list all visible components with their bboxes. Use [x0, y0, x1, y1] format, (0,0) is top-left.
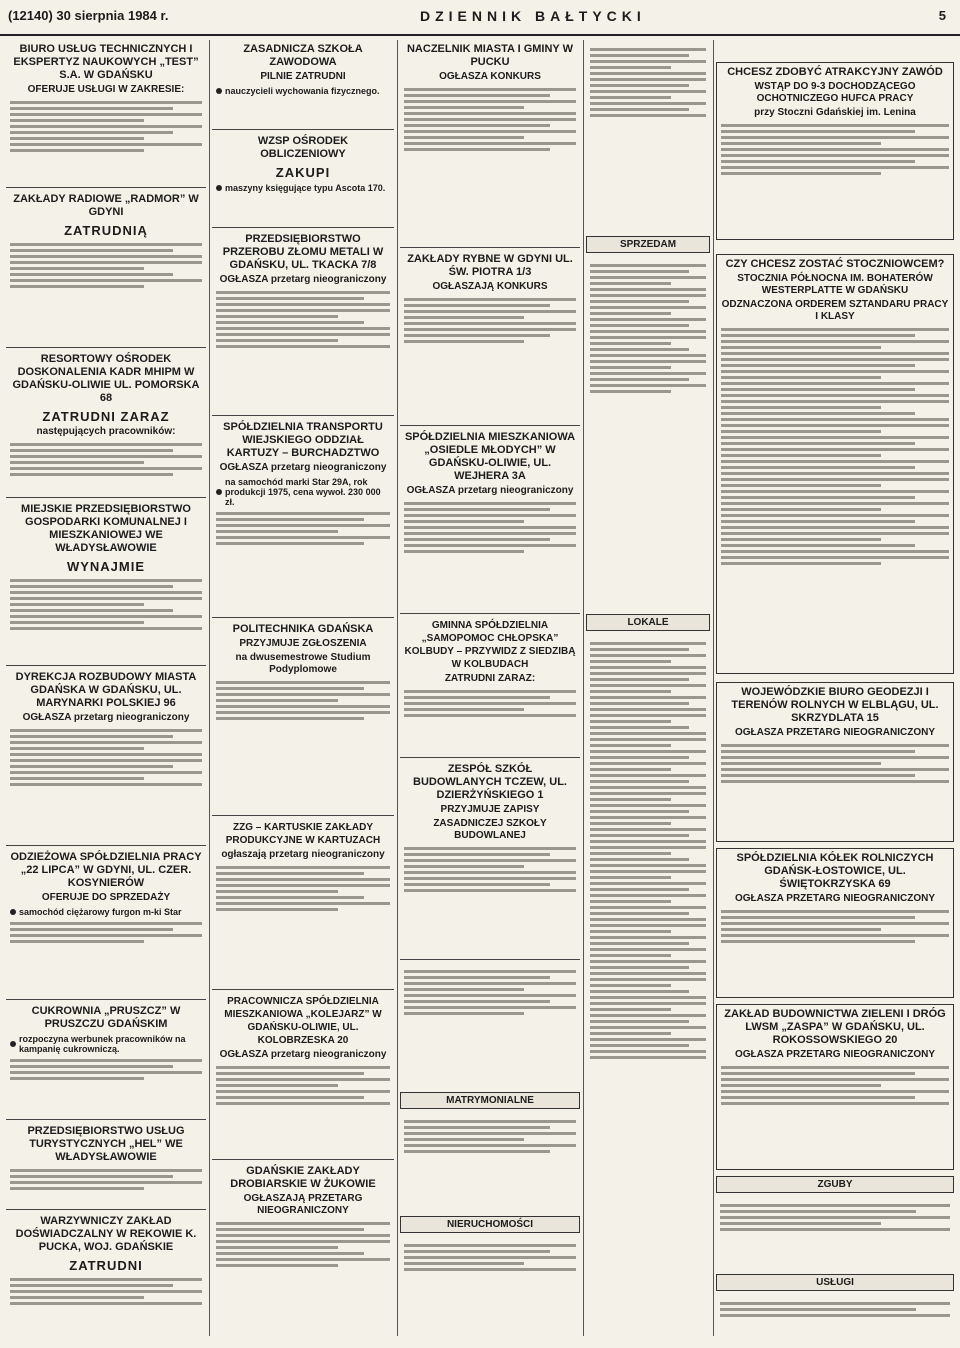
ad-heading: POLITECHNIKA GDAŃSKA	[232, 623, 374, 635]
ad-body	[720, 1204, 950, 1231]
ad-body	[10, 1169, 202, 1190]
ad-subheading: OGŁASZAJĄ PRZETARG NIEOGRANICZONY	[243, 1193, 363, 1216]
ad-body	[10, 1278, 202, 1305]
ad-22-lipca	[6, 848, 206, 1000]
classified-header-matrymonialne: MATRYMONIALNE	[400, 1092, 580, 1109]
ad-body	[721, 1066, 949, 1105]
ad-bullet: samochód ciężarowy furgon m-ki Star	[19, 907, 182, 917]
ad-stw	[212, 418, 394, 618]
ad-zaklady-rybne	[400, 250, 580, 426]
ad-stocznia-polnocna	[716, 254, 954, 674]
classified-header-zguby: ZGUBY	[716, 1176, 954, 1193]
ad-politechnika	[212, 620, 394, 816]
ad-body	[404, 970, 576, 1015]
ad-bullet: na samochód marki Star 29A, rok produkcji 1975, cena wywoł. 230 000 zł.	[225, 477, 381, 507]
classified-block	[400, 1112, 580, 1212]
ad-subheading: ZATRUDNI ZARAZ	[42, 409, 170, 424]
ad-subheading: OGŁASZA PRZETARG NIEOGRANICZONY	[735, 1049, 935, 1060]
ad-heading: GDAŃSKIE ZAKŁADY DROBIARSKIE W ŻUKOWIE	[230, 1165, 376, 1190]
ad-cukrownia	[6, 1002, 206, 1120]
classified-block	[716, 1196, 954, 1272]
classified-header-lokale: LOKALE	[586, 614, 710, 631]
ad-body	[720, 1302, 950, 1317]
ad-heading: ZAKŁAD BUDOWNICTWA ZIELENI I DRÓG LWSM „ZASPA” W GDAŃSKU, UL. ROKOSSOWSKIEGO 20	[724, 1008, 946, 1046]
classified-header-nieruchomosci: NIERUCHOMOŚCI	[400, 1216, 580, 1233]
ad-subheading: ZATRUDNIĄ	[64, 223, 148, 238]
ad-heading: CUKROWNIA „PRUSZCZ” W PRUSZCZU GDAŃSKIM	[31, 1005, 181, 1030]
ad-zsb-tczew	[400, 760, 580, 960]
ad-heading: ZAKŁADY RADIOWE „RADMOR” W GDYNI	[13, 193, 199, 218]
ad-subheading: OGŁASZA PRZETARG NIEOGRANICZONY	[735, 727, 935, 738]
ad-heading: RESORTOWY OŚRODEK DOSKONALENIA KADR MHIPM W GDAŃSKU-OLIWIE UL. POMORSKA 68	[12, 353, 200, 404]
ad-subheading: OGŁASZAJĄ KONKURS	[432, 281, 548, 292]
ad-subheading: PRZYJMUJE ZAPISY	[440, 804, 540, 815]
ad-rodk	[6, 350, 206, 498]
ad-subheading: OGŁASZA przetarg nieograniczony	[22, 712, 190, 723]
ad-body	[404, 88, 576, 151]
ad-subheading-2: ODZNACZONA ORDEREM SZTANDARU PRACY I KLASY	[721, 299, 949, 322]
ad-subheading-2: przy Stoczni Gdańskiej im. Lenina	[754, 107, 916, 118]
ad-heading: MIEJSKIE PRZEDSIĘBIORSTWO GOSPODARKI KOMUNALNEJ I MIESZKANIOWEJ WE WŁADYSŁAWOWIE	[21, 503, 191, 554]
ad-radmor	[6, 190, 206, 348]
ad-body	[216, 681, 390, 720]
ad-subheading: OFERUJE DO SPRZEDAŻY	[41, 892, 171, 903]
classified-block	[400, 962, 580, 1090]
ad-body	[216, 291, 390, 348]
page-number: 5	[938, 8, 946, 23]
classified-block	[586, 256, 710, 612]
ad-subheading-2: następujących pracowników:	[36, 426, 176, 437]
masthead	[0, 0, 960, 36]
ad-subheading: OGŁASZA PRZETARG NIEOGRANICZONY	[735, 893, 935, 904]
ad-subheading: PRZYJMUJE ZGŁOSZENIA	[239, 638, 367, 649]
ad-subheading: OGŁASZA przetarg nieograniczony	[219, 462, 387, 473]
ad-body	[404, 847, 576, 892]
ad-body	[721, 328, 949, 565]
ad-subheading: PILNIE ZATRUDNI	[260, 71, 346, 82]
ad-body	[590, 642, 706, 1059]
ad-subheading: OGŁASZA przetarg nieograniczony	[406, 485, 574, 496]
ad-subheading: OGŁASZA przetarg nieograniczony	[219, 274, 387, 285]
ad-ohp	[716, 62, 954, 240]
ad-heading: NACZELNIK MIASTA I GMINY W PUCKU	[406, 43, 573, 68]
ad-subheading: STOCZNIA PÓŁNOCNA IM. BOHATERÓW WESTERPLATTE W GDAŃSKU	[737, 273, 933, 296]
ad-body	[404, 298, 576, 343]
bullet-icon	[10, 1041, 16, 1047]
classified-header-uslugi: USŁUGI	[716, 1274, 954, 1291]
ad-osiedle-mlodych	[400, 428, 580, 614]
ad-test	[6, 40, 206, 188]
ad-heading: PRACOWNICZA SPÓŁDZIELNIA MIESZKANIOWA „KOLEJARZ” W GDAŃSKU-OLIWIE, UL. KOLOBRZESKA 20	[224, 996, 382, 1046]
ad-heading: ZASADNICZA SZKOŁA ZAWODOWA	[243, 43, 363, 68]
column-1	[6, 40, 206, 1336]
ad-body	[10, 729, 202, 786]
ad-hel	[6, 1122, 206, 1210]
ad-rekowo	[6, 1212, 206, 1336]
ad-heading: SPÓŁDZIELNIA MIESZKANIOWA „OSIEDLE MŁODYCH” W GDAŃSKU-OLIWIE, UL. WEJHERA 3A	[404, 431, 576, 482]
ad-skr-lostowice	[716, 848, 954, 998]
ad-gs-kolbudy	[400, 616, 580, 758]
ad-body	[721, 744, 949, 783]
ad-subheading-2: ZASADNICZEJ SZKOŁY BUDOWLANEJ	[433, 818, 547, 841]
classified-block	[586, 40, 710, 234]
bullet-icon	[216, 185, 222, 191]
ad-heading: DYREKCJA ROZBUDOWY MIASTA GDAŃSKA W GDAŃSKU, UL. MARYNARKI POLSKIEJ 96	[15, 671, 197, 709]
ad-heading: WOJEWÓDZKIE BIURO GEODEZJI I TERENÓW ROLNYCH W ELBLĄGU, UL. SKRZYDLATA 15	[731, 686, 939, 724]
ad-zzg	[212, 818, 394, 990]
ad-heading: CHCESZ ZDOBYĆ ATRAKCYJNY ZAWÓD	[727, 66, 943, 78]
ad-bullet: maszyny księgujące typu Ascota 170.	[225, 183, 386, 193]
ad-kolejarz	[212, 992, 394, 1160]
classified-block	[586, 634, 710, 1336]
ad-subheading: WYNAJMIE	[66, 559, 146, 574]
ad-mpgkim	[6, 500, 206, 666]
ad-body	[404, 502, 576, 553]
column-5	[716, 40, 954, 1336]
ad-zsz	[212, 40, 394, 130]
ad-subheading: OGŁASZA KONKURS	[439, 71, 541, 82]
ad-heading: ZAKŁADY RYBNE W GDYNI UL. ŚW. PIOTRA 1/3	[407, 253, 573, 278]
bullet-icon	[10, 909, 16, 915]
ad-dyrekcja-rozbudowy	[6, 668, 206, 846]
ad-lwsm-zaspa	[716, 1004, 954, 1170]
column-4	[586, 40, 710, 1336]
column-2	[212, 40, 394, 1336]
ad-body	[721, 124, 949, 175]
ad-heading: PRZEDSIĘBIORSTWO USŁUG TURYSTYCZNYCH „HEL” WE WŁADYSŁAWOWIE	[27, 1125, 185, 1163]
ad-naczelnik-puck	[400, 40, 580, 248]
ad-body	[216, 1222, 390, 1267]
ad-bullet: nauczycieli wychowania fizycznego.	[225, 86, 380, 96]
ad-heading: CZY CHCESZ ZOSTAĆ STOCZNIOWCEM?	[725, 258, 945, 270]
ad-body	[216, 866, 390, 911]
ad-body	[216, 512, 390, 545]
ad-heading: WZSP OŚRODEK OBLICZENIOWY	[257, 135, 349, 160]
newspaper-title: DZIENNIK BAŁTYCKI	[420, 8, 646, 24]
ad-subheading: WSTĄP DO 9-3 DOCHODZĄCEGO OCHOTNICZEGO HUFCA PRACY	[754, 81, 916, 104]
ad-subheading: OFERUJE USŁUGI W ZAKRESIE:	[27, 84, 185, 95]
ad-subheading: ZATRUDNI	[69, 1258, 143, 1273]
ad-body	[10, 101, 202, 152]
ad-body	[10, 443, 202, 476]
ad-subheading: ZATRUDNI ZARAZ:	[444, 673, 536, 684]
ad-body	[404, 690, 576, 717]
ad-body	[404, 1120, 576, 1153]
ad-heading: ZESPÓŁ SZKÓŁ BUDOWLANYCH TCZEW, UL. DZIERŻYŃSKIEGO 1	[413, 763, 567, 801]
ad-zlom	[212, 230, 394, 416]
ad-body	[404, 1244, 576, 1271]
ad-drobiarskie	[212, 1162, 394, 1336]
ad-body	[721, 910, 949, 943]
ad-body	[10, 1059, 202, 1080]
bullet-icon	[216, 489, 222, 495]
column-3	[400, 40, 580, 1336]
ad-subheading-2: na dwusemestrowe Studium Podyplomowe	[235, 652, 371, 675]
ad-subheading: ogłaszają przetarg nieograniczony	[221, 849, 385, 860]
ad-heading: PRZEDSIĘBIORSTWO PRZEROBU ZŁOMU METALI W GDAŃSKU, UL. TKACKA 7/8	[222, 233, 384, 271]
ad-heading: ZZG – KARTUSKIE ZAKŁADY PRODUKCYJNE W KARTUZACH	[225, 822, 381, 846]
ad-subheading: OGŁASZA przetarg nieograniczony	[219, 1049, 387, 1060]
ad-body	[590, 264, 706, 393]
issue-date: (12140) 30 sierpnia 1984 r.	[8, 8, 169, 23]
ad-heading: BIURO USŁUG TECHNICZNYCH I EKSPERTYZ NAUKOWYCH „TEST” S.A. W GDAŃSKU	[13, 43, 199, 81]
ad-heading: SPÓŁDZIELNIA TRANSPORTU WIEJSKIEGO ODDZIAŁ KARTUZY – BURCHADZTWO	[223, 421, 383, 459]
ad-body	[10, 579, 202, 630]
ad-wbgitr	[716, 682, 954, 842]
ad-subheading: ZAKUPI	[275, 165, 331, 180]
ad-heading: WARZYWNICZY ZAKŁAD DOŚWIADCZALNY W REKOWIE K. PUCKA, WOJ. GDAŃSKIE	[15, 1215, 197, 1253]
classified-block	[400, 1236, 580, 1336]
ad-body	[10, 243, 202, 288]
bullet-icon	[216, 88, 222, 94]
classified-header-sprzedam: SPRZEDAM	[586, 236, 710, 253]
ad-body	[10, 922, 202, 943]
ad-heading: ODZIEŻOWA SPÓŁDZIELNIA PRACY „22 LIPCA” W GDYNI, UL. CZER. KOSYNIERÓW	[10, 851, 202, 889]
ad-body	[590, 48, 706, 117]
ad-wzsp	[212, 132, 394, 228]
ad-bullet: rozpoczyna werbunek pracowników na kampanię cukrowniczą.	[19, 1034, 186, 1054]
ad-heading: GMINNA SPÓŁDZIELNIA „SAMOPOMOC CHŁOPSKA” KOLBUDY – PRZYWIDZ Z SIEDZIBĄ W KOLBUDACH	[404, 620, 576, 670]
classified-block	[716, 1294, 954, 1336]
ad-heading: SPÓŁDZIELNIA KÓŁEK ROLNICZYCH GDAŃSK-ŁOSTOWICE, UL. ŚWIĘTOKRZYSKA 69	[736, 852, 934, 890]
ad-body	[216, 1066, 390, 1105]
